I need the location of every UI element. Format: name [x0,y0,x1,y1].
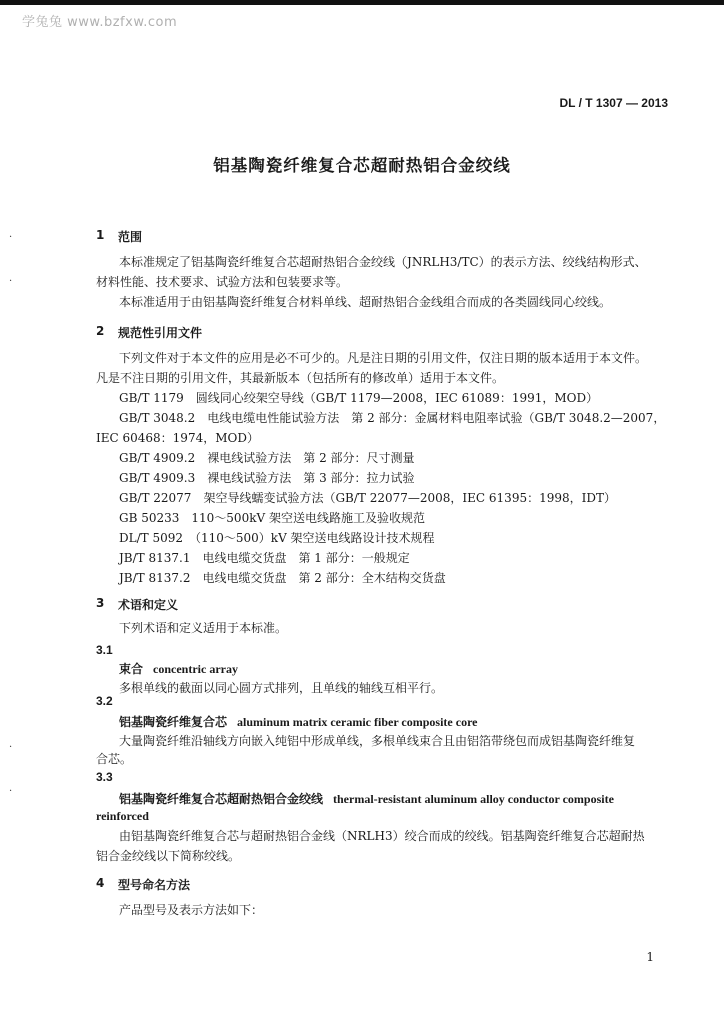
reference-item: GB/T 4909.2 裸电线试验方法 第 2 部分：尺寸测量 [119,451,415,465]
paragraph-line: 下列术语和定义适用于本标准。 [119,621,288,635]
document-title: 铝基陶瓷纤维复合芯超耐热铝合金绞线 [213,156,511,175]
section-2-number: 2 [96,324,105,338]
standard-number: DL / T 1307 — 2013 [559,96,668,110]
paragraph-line: 材料性能、技术要求、试验方法和包装要求等。 [96,275,349,289]
reference-item: GB/T 1179 圆线同心绞架空导线（GB/T 1179—2008，IEC 61089：1991，MOD） [119,391,599,405]
term-definition: 合芯。 [96,752,133,766]
term-number: 3.3 [96,770,113,784]
section-2-title: 规范性引用文件 [118,326,203,340]
section-1-title: 范围 [118,230,143,244]
reference-item: GB/T 22077 架空导线蠕变试验方法（GB/T 22077—2008，IEC 61395：1998，IDT） [119,491,616,505]
section-4-number: 4 [96,876,105,890]
reference-item: IEC 60468：1974，MOD） [96,431,259,445]
term-en: thermal-resistant aluminum alloy conductor composite [333,792,614,806]
term-number: 3.1 [96,643,113,657]
term-definition: 由铝基陶瓷纤维复合芯与超耐热铝合金线（NRLH3）绞合而成的绞线。铝基陶瓷纤维复合芯超耐热 [119,829,645,843]
scan-mark: · [9,232,13,243]
top-border [0,0,724,5]
reference-item: JB/T 8137.2 电线电缆交货盘 第 2 部分：全木结构交货盘 [119,571,446,585]
section-3-title: 术语和定义 [118,598,179,612]
scan-mark: · [9,786,13,797]
paragraph-line: 本标准规定了铝基陶瓷纤维复合芯超耐热铝合金绞线（JNRLH3/TC）的表示方法、绞线结构形式、 [119,255,647,269]
term-definition: 铝合金绞线以下简称绞线。 [96,849,241,863]
scan-mark: · [9,742,13,753]
term-number: 3.2 [96,694,113,708]
term-heading [119,660,238,677]
section-1-number: 1 [96,228,105,242]
paragraph-line: 凡是不注日期的引用文件，其最新版本（包括所有的修改单）适用于本文件。 [96,371,505,385]
watermark: 学兔兔 www.bzfxw.com [22,15,178,30]
section-4-title: 型号命名方法 [118,878,191,892]
term-en-continued: reinforced [96,809,149,823]
term-cn: 铝基陶瓷纤维复合芯 [119,715,228,729]
term-cn: 束合 [119,662,144,676]
reference-item: GB/T 3048.2 电线电缆电性能试验方法 第 2 部分：金属材料电阻率试验（GB/T 3048.2—2007， [119,411,666,425]
reference-item: DL/T 5092 （110～500）kV 架空送电线路设计技术规程 [119,531,435,545]
paragraph-line: 产品型号及表示方法如下： [119,903,264,917]
page-number: 1 [646,950,654,964]
reference-item: GB 50233 110～500kV 架空送电线路施工及验收规范 [119,511,425,525]
term-en: aluminum matrix ceramic fiber composite core [237,715,478,729]
paragraph-line: 下列文件对于本文件的应用是必不可少的。凡是注日期的引用文件，仅注日期的版本适用于本文件。 [119,351,648,365]
term-definition: 多根单线的截面以同心圆方式排列，且单线的轴线互相平行。 [119,681,444,695]
term-heading [119,713,478,730]
reference-item: GB/T 4909.3 裸电线试验方法 第 3 部分：拉力试验 [119,471,415,485]
reference-item: JB/T 8137.1 电线电缆交货盘 第 1 部分：一般规定 [119,551,410,565]
section-3-number: 3 [96,596,105,610]
term-heading [119,790,614,807]
paragraph-line: 本标准适用于由铝基陶瓷纤维复合材料单线、超耐热铝合金线组合而成的各类圆线同心绞线。 [119,295,612,309]
term-definition: 大量陶瓷纤维沿轴线方向嵌入纯铝中形成单线，多根单线束合且由铝箔带绕包而成铝基陶瓷纤维复 [119,734,636,748]
scan-mark: · [9,276,13,287]
term-en: concentric array [153,662,238,676]
term-cn: 铝基陶瓷纤维复合芯超耐热铝合金绞线 [119,792,324,806]
